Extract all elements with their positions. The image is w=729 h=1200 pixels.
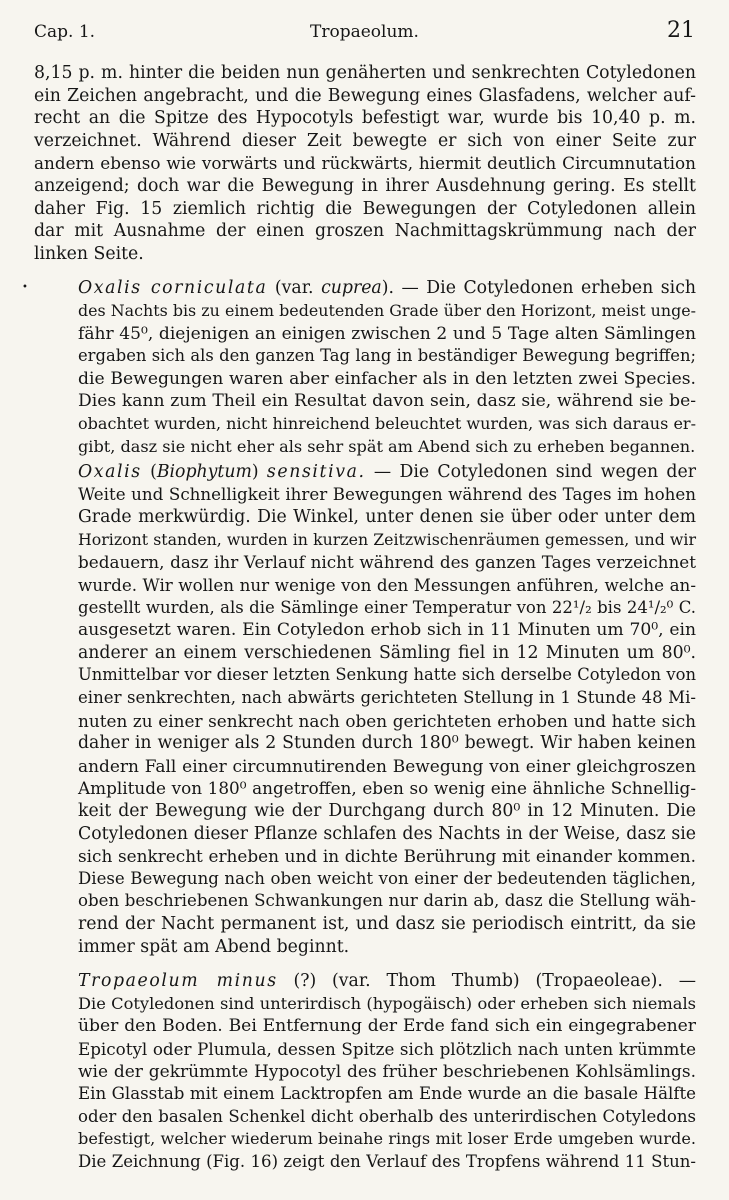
text-line: Unmittelbar vor dieser letzten Senkung hatte sich derselbe Cotyledon von [78, 665, 696, 685]
variety-name: cuprea [321, 278, 382, 299]
text-line: dar mit Ausnahme der einen groszen Nachmittagskrümmung nach der [34, 221, 696, 242]
text-line: sich senkrecht erheben und in dichte Berührung mit einander kommen. [78, 846, 696, 867]
species-epithet: sensitiva. [266, 462, 366, 483]
running-header [34, 18, 695, 54]
text-line: über den Boden. Bei Entfernung der Erde fand sich ein eingegrabener [78, 1016, 696, 1037]
text-line: daher Fig. 15 ziemlich richtig die Bewegungen der Cotyledonen allein [34, 198, 696, 219]
text-line: daher in weniger als 2 Stunden durch 180⁰ bewegt. Wir haben keinen [78, 733, 696, 754]
text-line: verzeichnet. Während dieser Zeit bewegte er sich von einer Seite zur [34, 130, 696, 151]
text-line: Epicotyl oder Plumula, dessen Spitze sich plötzlich nach unten krümmte [78, 1038, 696, 1059]
running-title: Tropaeolum. [310, 22, 419, 42]
page-number: 21 [667, 18, 695, 43]
chapter-label: Cap. 1. [34, 22, 96, 42]
text-line: immer spät am Abend beginnt. [78, 936, 350, 957]
text-line: rend der Nacht permanent ist, und dasz sie periodisch eintritt, da sie [78, 913, 696, 934]
text-line: Horizont standen, wurden in kurzen Zeitzwischenräumen gemessen, und wir [78, 529, 696, 549]
text-line: ergaben sich als den ganzen Tag lang in beständiger Bewegung begriffen; [78, 346, 696, 366]
text-line: Die Zeichnung (Fig. 16) zeigt den Verlauf des Tropfens während 11 Stun- [78, 1151, 696, 1171]
paragraph-oxalis-sensitiva [34, 461, 696, 958]
text-line: gibt, dasz sie nicht eher als sehr spät am Abend sich zu erheben begannen. [78, 436, 696, 456]
text-line: obachtet wurden, nicht hinreichend beleuchtet wurden, was sich daraus er- [78, 413, 696, 433]
text-line: ausgesetzt waren. Ein Cotyledon erhob sich in 11 Minuten um 70⁰, ein [78, 620, 696, 641]
text-line: Dies kann zum Theil ein Resultat davon sein, dasz sie, während sie be- [78, 391, 696, 412]
text-line: fähr 45⁰, diejenigen an einigen zwischen 2 und 5 Tage alten Sämlingen [78, 323, 696, 344]
text-line: Amplitude von 180⁰ angetroffen, eben so wenig eine ähnliche Schnellig- [78, 778, 696, 799]
species-name: Tropaeolum minus [78, 971, 278, 992]
subgenus-name: Biophytum [156, 462, 252, 483]
species-name: Oxalis corniculata [78, 278, 268, 299]
text-line: andern Fall einer circumnutirenden Bewegung von einer gleichgroszen [78, 755, 696, 776]
paragraph-continuation [34, 62, 696, 265]
text-line: keit der Bewegung wie der Durchgang durch 80⁰ in 12 Minuten. Die [78, 801, 696, 821]
text-line: des Nachts bis zu einem bedeutenden Grade über den Horizont, meist unge- [78, 300, 696, 320]
text-line: oben beschriebenen Schwankungen nur darin ab, dasz die Stellung wäh- [78, 891, 696, 911]
margin-dot: • [22, 282, 28, 293]
text-line: nuten zu einer senkrecht nach oben gerichteten erhoben und hatte sich [78, 710, 696, 731]
species-name: Oxalis [78, 462, 142, 483]
text-body [34, 62, 696, 1174]
text-line: anzeigend; doch war die Bewegung in ihrer Ausdehnung gering. Es stellt [34, 175, 696, 196]
text-line: wurde. Wir wollen nur wenige von den Messungen anführen, welche an- [78, 575, 696, 596]
text-line: ein Zeichen angebracht, und die Bewegung eines Glasfadens, welcher auf- [34, 85, 696, 106]
lead-line: Oxalis corniculata (var. cuprea). — Die Cotyledonen erheben sich [78, 278, 696, 299]
text-line: gestellt wurden, als die Sämlinge einer Temperatur von 22¹/₂ bis 24¹/₂⁰ C. [78, 597, 696, 617]
text-line: Grade merkwürdig. Die Winkel, unter denen sie über oder unter dem [78, 507, 696, 528]
text-line: recht an die Spitze des Hypocotyls befestigt war, wurde bis 10,40 p. m. [34, 108, 696, 129]
text-line: andern ebenso wie vorwärts und rückwärts, hiermit deutlich Circumnutation [34, 153, 696, 174]
text-line: einer senkrechten, nach abwärts gerichteten Stellung in 1 Stunde 48 Mi- [78, 688, 696, 708]
text-line: Die Cotyledonen sind unterirdisch (hypogäisch) oder erheben sich niemals [78, 993, 696, 1013]
text-line: befestigt, welcher wiederum beinahe rings mit loser Erde umgeben wurde. [78, 1129, 696, 1149]
text-line: Ein Glasstab mit einem Lacktropfen am Ende wurde an die basale Hälfte [78, 1084, 696, 1104]
text-line: bedauern, dasz ihr Verlauf nicht während des ganzen Tages verzeichnet [78, 552, 696, 573]
text-line: oder den basalen Schenkel dicht oberhalb des unterirdischen Cotyledons [78, 1106, 696, 1126]
paragraph-oxalis-corniculata [34, 277, 696, 458]
text-line: Cotyledonen dieser Pflanze schlafen des Nachts in der Weise, dasz sie [78, 823, 696, 844]
lead-line: Oxalis (Biophytum) sensitiva. — Die Cotyledonen sind wegen der [78, 462, 696, 483]
text-line: 8,15 p. m. hinter die beiden nun genäherten und senkrechten Cotyledonen [34, 63, 696, 83]
text-line: Diese Bewegung nach oben weicht von einer der bedeutenden täglichen, [78, 868, 696, 888]
paragraph-tropaeolum-minus [34, 970, 696, 1173]
text-line: die Bewegungen waren aber einfacher als in den letzten zwei Species. [78, 368, 696, 389]
lead-line: Tropaeolum minus (?) (var. Thom Thumb) (Tropaeoleae). — [78, 971, 696, 992]
text-line: wie der gekrümmte Hypocotyl des früher beschriebenen Kohlsämlings. [78, 1061, 696, 1082]
text-line: anderer an einem verschiedenen Sämling fiel in 12 Minuten um 80⁰. [78, 642, 696, 663]
text-line: linken Seite. [34, 243, 144, 264]
text-line: Weite und Schnelligkeit ihrer Bewegungen während des Tages im hohen [78, 484, 696, 504]
